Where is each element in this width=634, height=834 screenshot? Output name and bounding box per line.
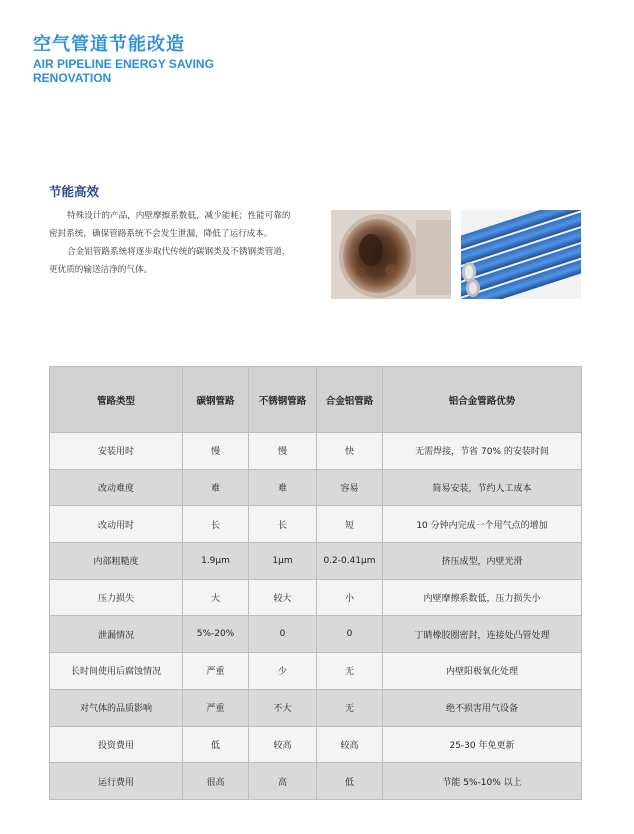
table-row (50, 653, 582, 690)
table-cell: 节能 5%-10% 以上 (383, 763, 582, 800)
table-cell: 10 分钟内完成一个用气点的增加 (383, 506, 582, 543)
table-row (50, 726, 582, 763)
table-cell: 无需焊接，节省 70% 的安装时间 (383, 433, 582, 470)
section-paragraph-2: 合金铝管路系统将逐步取代传统的碳钢类及不锈钢类管道，更优质的输送洁净的气体。 (49, 247, 291, 275)
table-cell: 长时间使用后腐蚀情况 (50, 653, 183, 690)
table-cell: 慢 (249, 433, 317, 470)
table-row (50, 469, 582, 506)
table-cell: 挤压成型，内壁光滑 (383, 543, 582, 580)
table-cell: 高 (249, 763, 317, 800)
table-cell: 内部粗糙度 (50, 543, 183, 580)
header-cell: 碳钢管路 (183, 367, 249, 433)
table-cell: 长 (183, 506, 249, 543)
header-cell: 铝合金管路优势 (383, 367, 582, 433)
table-header-row (50, 367, 582, 433)
section-paragraph-1: 特殊设计的产品，内壁摩擦系数低，减少能耗；性能可靠的密封系统，确保管路系统不会发生泄漏，降低了运行成本。 (49, 211, 291, 239)
table-cell: 容易 (317, 469, 383, 506)
corroded-pipe-photo (331, 210, 451, 299)
table-cell: 5%-20% (183, 616, 249, 653)
table-cell: 低 (183, 726, 249, 763)
table-cell: 改动用时 (50, 506, 183, 543)
table-cell: 0 (249, 616, 317, 653)
table-cell: 慢 (183, 433, 249, 470)
table-cell: 内壁阳极氧化处理 (383, 653, 582, 690)
header-cell: 合金铝管路 (317, 367, 383, 433)
page-title-cn: 空气管道节能改造 (33, 34, 185, 55)
table-cell: 严重 (183, 689, 249, 726)
table-cell: 较高 (249, 726, 317, 763)
table-cell: 较大 (249, 579, 317, 616)
table-cell: 对气体的品质影响 (50, 689, 183, 726)
section-title: 节能高效 (49, 184, 100, 199)
table-cell: 简易安装，节约人工成本 (383, 469, 582, 506)
header-cell: 管路类型 (50, 367, 183, 433)
table-cell: 长 (249, 506, 317, 543)
table-row (50, 579, 582, 616)
table-row (50, 543, 582, 580)
table-cell: 运行费用 (50, 763, 183, 800)
table-cell: 绝不损害用气设备 (383, 689, 582, 726)
table-cell: 投资费用 (50, 726, 183, 763)
table-cell: 短 (317, 506, 383, 543)
table-cell: 压力损失 (50, 579, 183, 616)
table-cell: 1.9μm (183, 543, 249, 580)
table-cell: 泄漏情况 (50, 616, 183, 653)
table-cell: 低 (317, 763, 383, 800)
header-cell: 不锈钢管路 (249, 367, 317, 433)
table-cell: 快 (317, 433, 383, 470)
comparison-table (49, 366, 582, 800)
page-title-en: AIR PIPELINE ENERGY SAVING RENOVATION (33, 57, 214, 85)
table-cell: 小 (317, 579, 383, 616)
table-cell: 难 (249, 469, 317, 506)
table-cell: 无 (317, 689, 383, 726)
table-cell: 丁睛橡胶圈密封，连接处凸管处理 (383, 616, 582, 653)
table-cell: 1μm (249, 543, 317, 580)
table-cell: 大 (183, 579, 249, 616)
table-cell: 0 (317, 616, 383, 653)
table-cell: 少 (249, 653, 317, 690)
table-cell: 25-30 年免更新 (383, 726, 582, 763)
table-row (50, 433, 582, 470)
table-cell: 无 (317, 653, 383, 690)
table-row (50, 689, 582, 726)
table-cell: 改动难度 (50, 469, 183, 506)
table-cell: 不大 (249, 689, 317, 726)
table-cell: 较高 (317, 726, 383, 763)
table-row (50, 616, 582, 653)
table-cell: 安装用时 (50, 433, 183, 470)
table-cell: 难 (183, 469, 249, 506)
aluminum-pipes-photo (461, 210, 581, 299)
table-row (50, 763, 582, 800)
table-cell: 很高 (183, 763, 249, 800)
table-cell: 内壁摩擦系数低，压力损失小 (383, 579, 582, 616)
table-cell: 严重 (183, 653, 249, 690)
table-cell: 0.2-0.41μm (317, 543, 383, 580)
table-row (50, 506, 582, 543)
